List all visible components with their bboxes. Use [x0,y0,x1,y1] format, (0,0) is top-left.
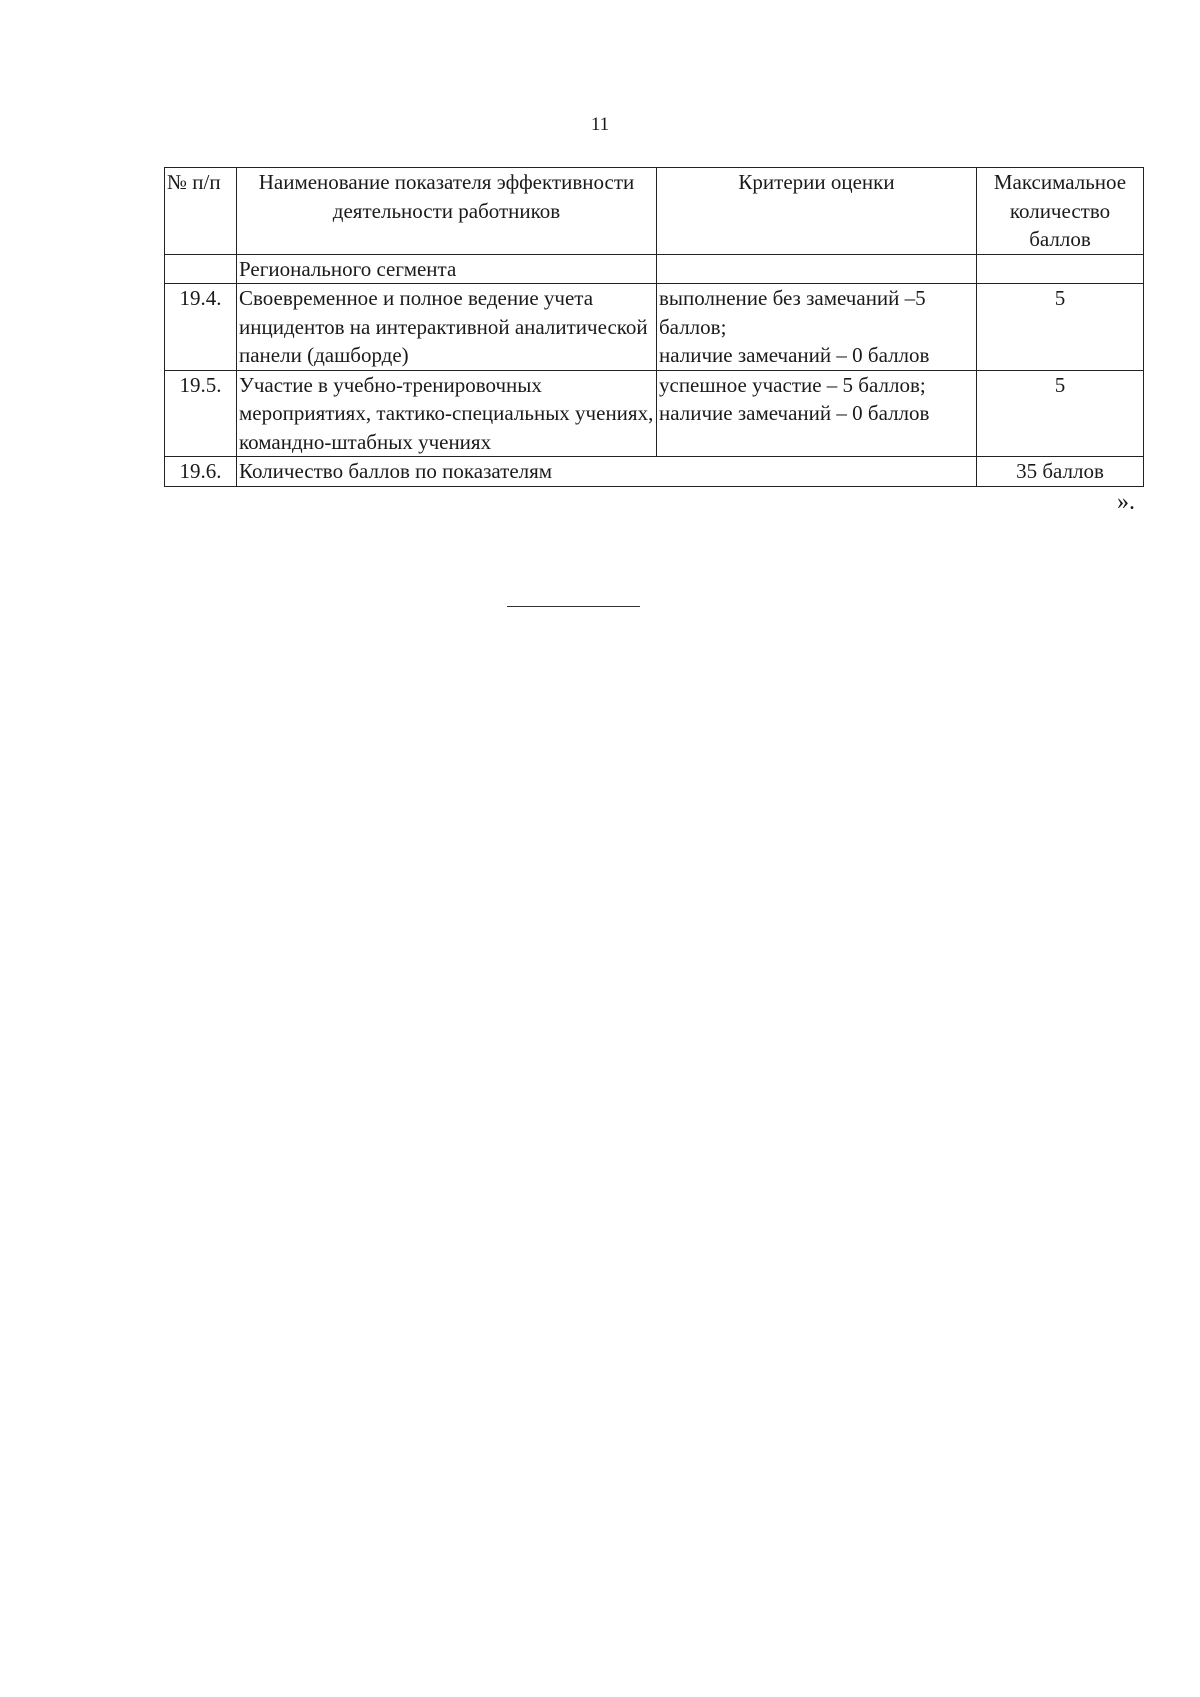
total-value: 35 баллов [977,457,1144,487]
table-row [165,284,1144,371]
criteria-line: успешное участие – 5 баллов; [659,372,926,397]
table-row [165,254,1144,284]
header-max-points: Максимальное количество баллов [977,168,1144,255]
table-header-row [165,168,1144,255]
end-divider [507,606,640,607]
total-num: 19.6. [165,457,237,487]
criteria-line: наличие замечаний – 0 баллов [659,401,930,425]
header-num: № п/п [165,168,237,255]
table-row [165,370,1144,457]
row-num: 19.5. [165,370,237,457]
row-indicator-name: Своевременное и полное ведение учета инцидентов на интерактивной аналитической панели (дашборде) [237,284,657,371]
row-indicator-name: Регионального сегмента [237,254,657,284]
header-criteria: Критерии оценки [657,168,977,255]
total-label: Количество баллов по показателям [237,457,977,487]
indicators-table [164,167,1144,487]
closing-quote: ». [1117,489,1135,515]
row-max-points: 5 [977,370,1144,457]
row-num: 19.4. [165,284,237,371]
header-indicator-name: Наименование показателя эффективности деятельности работников [237,168,657,255]
row-criteria [657,370,977,457]
row-criteria [657,254,977,284]
row-indicator-name: Участие в учебно-тренировочных мероприятиях, тактико-специальных учениях, командно-штабных учениях [237,370,657,457]
row-max-points [977,254,1144,284]
table-total-row [165,457,1144,487]
row-max-points: 5 [977,284,1144,371]
row-criteria [657,284,977,371]
row-num [165,254,237,284]
page-number: 11 [590,114,610,135]
criteria-line: выполнение без замечаний –5 баллов; [659,286,926,339]
criteria-line: наличие замечаний – 0 баллов [659,343,930,367]
